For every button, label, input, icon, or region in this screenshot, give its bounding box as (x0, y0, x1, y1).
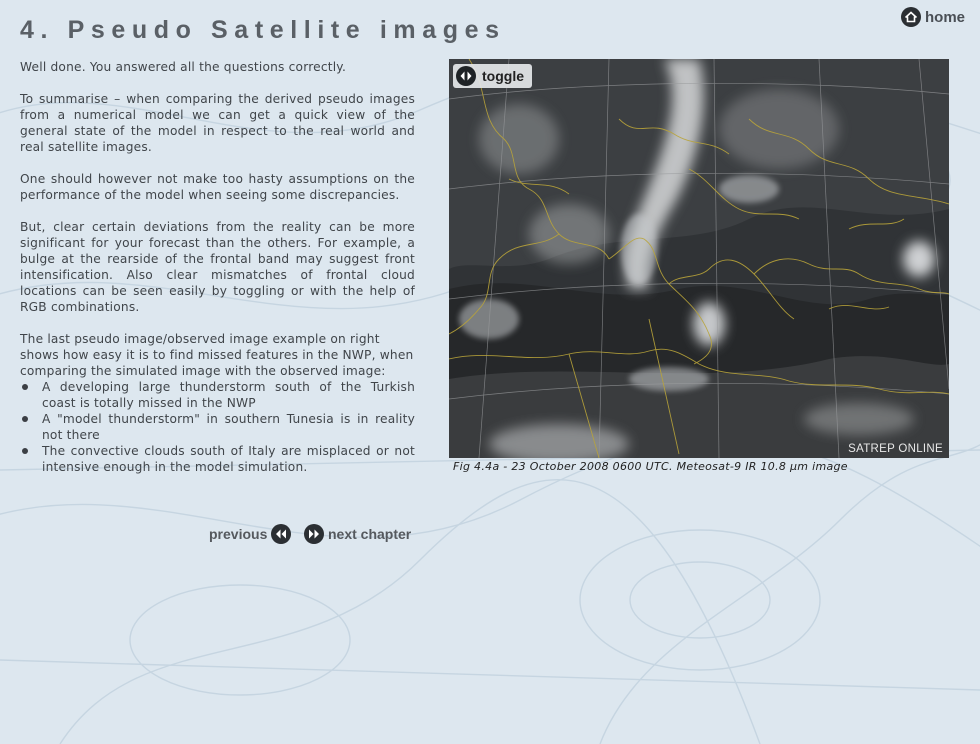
next-chapter-button[interactable] (304, 522, 411, 546)
page-title: 4. Pseudo Satellite images (20, 16, 506, 44)
toggle-button[interactable] (453, 64, 532, 88)
list-item: The convective clouds south of Italy are misplaced or not intensive enough in the model simulation. (20, 443, 415, 475)
toggle-icon (456, 66, 476, 86)
intro-text: Well done. You answered all the questions correctly. (20, 60, 347, 74)
satellite-image (449, 59, 949, 458)
list-item: A developing large thunderstorm south of the Turkish coast is totally missed in the NWP (20, 379, 415, 411)
home-button[interactable] (901, 7, 965, 27)
summary-text (20, 59, 415, 475)
missed-features-list (20, 379, 415, 475)
example-paragraph: The last pseudo image/observed image example on right shows how easy it is to find missed features in the NWP, when comparing the simulated image with the observed image: (20, 332, 414, 378)
summary-paragraph: To summarise – when comparing the derived pseudo images from a numerical model we can get a quick view of the general state of the model in respect to the real world and real satellite images. (20, 92, 415, 154)
next-chapter-label: next chapter (328, 526, 412, 542)
caution-paragraph: One should however not make too hasty assumptions on the performance of the model when seeing some discrepancies. (20, 172, 415, 202)
home-icon (901, 7, 921, 27)
previous-button[interactable] (209, 522, 291, 546)
deviation-paragraph: But, clear certain deviations from the reality can be more significant for your forecast than the others. For example, a bulge at the rearside of the frontal band may suggest front intensification. Also clear mismatches of frontal cloud locations can be seen easily by toggling or with the help of RGB combinations. (20, 220, 415, 314)
figure-caption: Fig 4.4a - 23 October 2008 0600 UTC. Meteosat-9 IR 10.8 μm image (453, 460, 848, 473)
image-credit: SATREP ONLINE (848, 443, 943, 455)
toggle-label: toggle (482, 68, 524, 84)
previous-icon (271, 524, 291, 544)
list-item: A "model thunderstorm" in southern Tunesia is in reality not there (20, 411, 415, 443)
previous-label: previous (209, 526, 268, 542)
home-label: home (925, 8, 966, 26)
next-icon (304, 524, 324, 544)
